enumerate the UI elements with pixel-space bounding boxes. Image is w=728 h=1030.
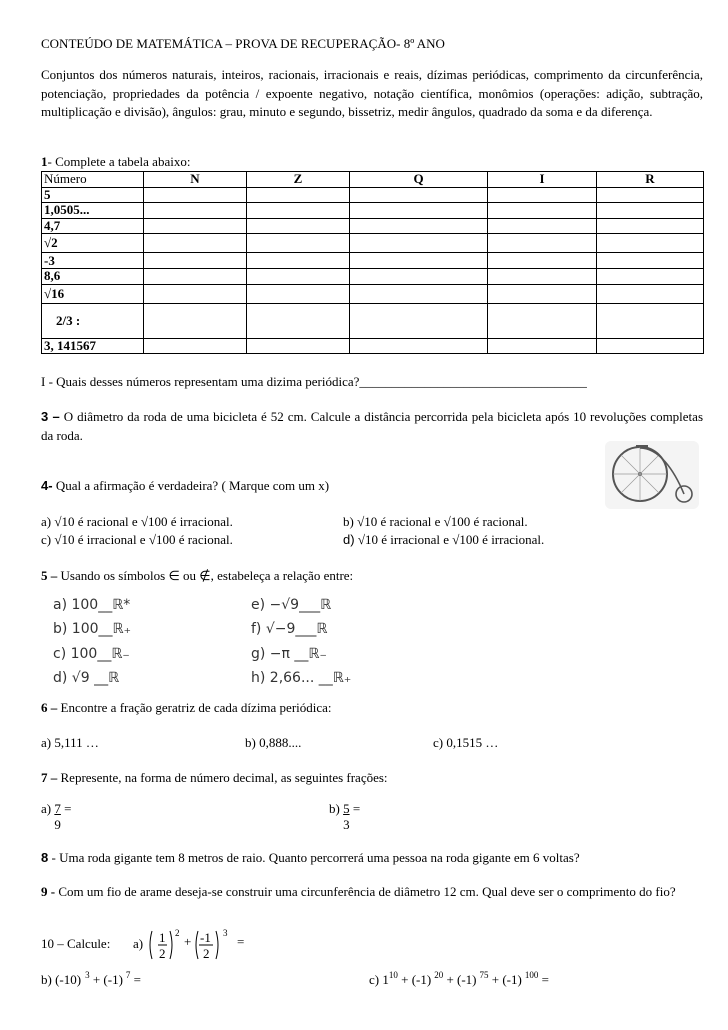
q7-item-a (41, 801, 71, 833)
answer-cell[interactable] (350, 284, 488, 303)
answer-cell[interactable] (488, 284, 597, 303)
answer-cell[interactable] (144, 338, 247, 354)
q4-text: Qual a afirmação é verdadeira? ( Marque com um x) (52, 478, 330, 493)
q9-paragraph (41, 883, 703, 902)
answer-cell[interactable] (247, 218, 350, 234)
answer-cell[interactable] (597, 187, 704, 203)
answer-cell[interactable] (247, 284, 350, 303)
answer-cell[interactable] (597, 253, 704, 269)
answer-cell[interactable] (597, 218, 704, 234)
q4-option-a[interactable]: a) √10 é racional e √100 é irracional. (41, 514, 233, 529)
answer-cell[interactable] (488, 303, 597, 338)
q1-number: 1 (41, 154, 48, 169)
q5-item-f: f) √−9___ℝ (251, 621, 328, 637)
q10-c-part2: + (-1) (397, 972, 432, 987)
table-header-row (42, 172, 704, 188)
table-row (42, 268, 704, 284)
q7-a-numerator: 7 (54, 801, 61, 816)
answer-cell[interactable] (350, 187, 488, 203)
answer-cell[interactable] (144, 268, 247, 284)
table-row (42, 338, 704, 354)
q4-option-c[interactable]: c) √10 é irracional e √100 é racional. (41, 532, 233, 547)
q9-number: 9 - (41, 884, 56, 899)
answer-cell[interactable] (144, 203, 247, 219)
answer-cell[interactable] (597, 284, 704, 303)
q10-b-end: = (130, 972, 141, 987)
svg-text:+: + (184, 934, 192, 949)
svg-text:2: 2 (203, 946, 210, 961)
q8-paragraph (41, 850, 580, 866)
q4-option-b[interactable]: b) √10 é racional e √100 é racional. (343, 514, 528, 529)
q10-item-c (369, 972, 549, 988)
answer-cell[interactable] (144, 234, 247, 253)
row-label: 1,0505... (42, 203, 144, 219)
number-sets-table (41, 171, 704, 354)
answer-cell[interactable] (247, 234, 350, 253)
q4-option-d[interactable] (343, 532, 544, 548)
q10-c-part4: + (-1) (488, 972, 522, 987)
answer-cell[interactable] (597, 338, 704, 354)
q10-c-exp1: 10 (388, 970, 398, 980)
answer-cell[interactable] (488, 268, 597, 284)
row-label: 3, 141567 (42, 338, 144, 354)
header-q: Q (350, 172, 488, 188)
answer-cell[interactable] (144, 284, 247, 303)
q10-c-end: = (538, 972, 549, 987)
q7-a-equals: = (60, 801, 72, 816)
q10-item-b (41, 972, 141, 988)
page-header: CONTEÚDO DE MATEMÁTICA – PROVA DE RECUPERAÇÃO- 8º ANO (41, 36, 445, 51)
q10-b-mid: + (-1) (89, 972, 123, 987)
answer-cell[interactable] (350, 303, 488, 338)
table-row (42, 218, 704, 234)
answer-cell[interactable] (247, 187, 350, 203)
q10-item-a (133, 936, 143, 952)
q10-c-exp3: 75 (479, 970, 489, 980)
svg-text:2: 2 (175, 928, 180, 938)
q6-title (41, 700, 332, 716)
q4-option-d-label: d) (343, 532, 355, 547)
q7-title (41, 770, 388, 786)
q7-a-denominator: 9 (54, 817, 61, 832)
q7-a-label: a) (41, 801, 52, 816)
q6-text: Encontre a fração geratriz de cada dízima periódica: (57, 700, 332, 715)
row-label: 2/3 : (42, 303, 144, 338)
q1-footer-question: I - Quais desses números representam uma dizima periódica?___________________________________ (41, 374, 587, 389)
q5-title (41, 568, 353, 584)
answer-cell[interactable] (488, 234, 597, 253)
intro-paragraph: Conjuntos dos números naturais, inteiros, racionais, irracionais e reais, dízimas periódicas, comprimento da circunferência, potenciação, propriedades da potência / expoente negativo, notação científica, monômios (operações: adição, subtração, multiplicação e divisão), ângulos: grau, minuto e segundo, bissetriz, medir ângulos, quadrado da soma e da diferença. (41, 67, 703, 119)
answer-cell[interactable] (350, 338, 488, 354)
answer-cell[interactable] (597, 203, 704, 219)
answer-cell[interactable] (144, 253, 247, 269)
q10-c-base: c) 1 (369, 972, 389, 987)
q7-b-label: b) (329, 801, 340, 816)
q10-title: 10 – Calcule: (41, 936, 111, 951)
answer-cell[interactable] (488, 253, 597, 269)
q10-a-expression (147, 928, 257, 964)
svg-text:-1: -1 (200, 930, 211, 945)
q5-item-c: c) 100__ℝ₋ (53, 646, 130, 662)
q10-a-label: a) (133, 936, 144, 951)
answer-cell[interactable] (247, 253, 350, 269)
q5-item-d: d) √9 __ℝ (53, 670, 120, 686)
answer-cell[interactable] (247, 303, 350, 338)
q7-text: Represente, na forma de número decimal, as seguintes frações: (57, 770, 388, 785)
answer-cell[interactable] (144, 187, 247, 203)
svg-text:1: 1 (159, 930, 166, 945)
q6-number: 6 – (41, 700, 58, 715)
q5-item-a: a) 100__ℝ* (53, 597, 131, 613)
q10-c-part3: + (-1) (443, 972, 477, 987)
q7-number: 7 – (41, 770, 58, 785)
q5-item-h: h) 2,66... __ℝ₊ (251, 670, 352, 686)
answer-cell[interactable] (144, 303, 247, 338)
q10-b-exp2: 7 (125, 970, 131, 980)
penny-farthing-bicycle-image (604, 440, 700, 510)
table-row (42, 187, 704, 203)
row-label: 8,6 (42, 268, 144, 284)
row-label: 5 (42, 187, 144, 203)
q10-b-base: b) (-10) (41, 972, 82, 987)
answer-cell[interactable] (597, 303, 704, 338)
q5-item-g: g) −π __ℝ₋ (251, 646, 327, 662)
row-label: √2 (42, 234, 144, 253)
row-label: -3 (42, 253, 144, 269)
q5-text: Usando os símbolos ∈ ou ∉, estabeleça a relação entre: (57, 568, 354, 583)
answer-cell[interactable] (597, 234, 704, 253)
q1-title (41, 154, 190, 170)
answer-cell[interactable] (350, 268, 488, 284)
row-label: 4,7 (42, 218, 144, 234)
q4-number: 4- (41, 478, 53, 493)
answer-cell[interactable] (247, 338, 350, 354)
q8-number: 8 (41, 850, 49, 865)
table-row (42, 253, 704, 269)
header-n: N (144, 172, 247, 188)
answer-cell[interactable] (350, 234, 488, 253)
q6-item-b: b) 0,888.... (245, 735, 302, 750)
q3-number: 3 – (41, 409, 60, 424)
q10-c-exp4: 100 (524, 970, 539, 980)
header-z: Z (247, 172, 350, 188)
answer-cell[interactable] (488, 187, 597, 203)
svg-text:3: 3 (223, 928, 228, 938)
q6-item-c: c) 0,1515 … (433, 735, 499, 750)
header-numero: Número (42, 172, 144, 188)
svg-text:2: 2 (159, 946, 166, 961)
answer-cell[interactable] (350, 203, 488, 219)
q7-b-equals: = (349, 801, 361, 816)
row-label: √16 (42, 284, 144, 303)
q1-text: - Complete a tabela abaixo: (47, 154, 191, 169)
q7-item-b (329, 801, 360, 833)
svg-text:=: = (237, 934, 245, 949)
table-row (42, 234, 704, 253)
q5-item-b: b) 100__ℝ₊ (53, 621, 131, 637)
answer-cell[interactable] (488, 218, 597, 234)
q5-item-e: e) −√9___ℝ (251, 597, 332, 613)
q9-text: Com um fio de arame deseja-se construir uma circunferência de diâmetro 12 cm. Qual deve ser o comprimento do fio? (55, 884, 676, 899)
q7-b-denominator: 3 (343, 817, 350, 832)
answer-cell[interactable] (350, 253, 488, 269)
answer-cell[interactable] (488, 203, 597, 219)
q3-text: O diâmetro da roda de uma bicicleta é 52 cm. Calcule a distância percorrida pela bicicleta após 10 revoluções completas da roda. (41, 409, 703, 443)
q7-b-numerator: 5 (343, 801, 350, 816)
q8-text: - Uma roda gigante tem 8 metros de raio. Quanto percorrerá uma pessoa na roda gigante em 6 voltas? (48, 850, 580, 865)
table-row (42, 203, 704, 219)
q4-option-d-text: √10 é irracional e √100 é irracional. (354, 532, 545, 547)
table-row (42, 303, 704, 338)
answer-cell[interactable] (488, 338, 597, 354)
answer-cell[interactable] (247, 268, 350, 284)
answer-cell[interactable] (597, 268, 704, 284)
q10-b-exp1: 3 (85, 970, 90, 980)
header-i: I (488, 172, 597, 188)
q6-item-a: a) 5,111 … (41, 735, 99, 750)
answer-cell[interactable] (350, 218, 488, 234)
answer-cell[interactable] (144, 218, 247, 234)
q5-number: 5 – (41, 568, 58, 583)
table-row (42, 284, 704, 303)
q4-title (41, 478, 329, 494)
answer-cell[interactable] (247, 203, 350, 219)
q10-c-exp2: 20 (434, 970, 444, 980)
header-r: R (597, 172, 704, 188)
